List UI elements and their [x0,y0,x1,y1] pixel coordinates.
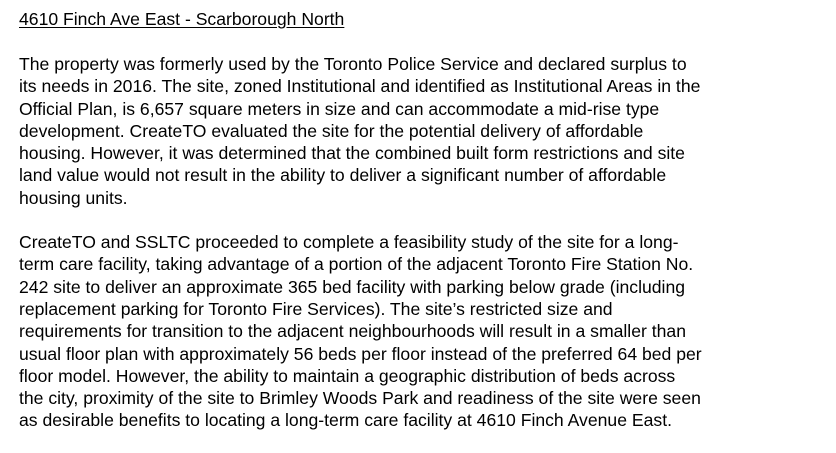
paragraph-1 [19,53,836,209]
paragraph-spacer [19,209,836,231]
paragraph-line: term care facility, taking advantage of a portion of the adjacent Toronto Fire Station No. [19,254,694,275]
paragraph-line: the city, proximity of the site to Brimley Woods Park and readiness of the site were seen [19,388,701,409]
paragraph-line: development. CreateTO evaluated the site for the potential delivery of affordable [19,120,644,141]
paragraph-line: housing units. [19,187,128,208]
paragraph-line: Official Plan, is 6,657 square meters in size and can accommodate a mid-rise type [19,98,660,119]
paragraph-line: its needs in 2016. The site, zoned Institutional and identified as Institutional Areas in the [19,76,701,97]
paragraph-line: as desirable benefits to locating a long-term care facility at 4610 Finch Avenue East. [19,410,672,431]
paragraph-line: housing. However, it was determined that the combined built form restrictions and site [19,143,685,164]
paragraph-line: replacement parking for Toronto Fire Services). The site’s restricted size and [19,298,613,319]
paragraph-line: requirements for transition to the adjacent neighbourhoods will result in a smaller than [19,321,686,342]
paragraph-line: 242 site to deliver an approximate 365 bed facility with parking below grade (including [19,276,686,297]
paragraph-line: The property was formerly used by the Toronto Police Service and declared surplus to [19,54,687,74]
paragraph-2 [19,231,836,432]
paragraph-line: floor model. However, the ability to maintain a geographic distribution of beds across [19,365,676,386]
section-heading: 4610 Finch Ave East - Scarborough North [19,9,345,29]
paragraph-line: CreateTO and SSLTC proceeded to complete a feasibility study of the site for a long- [19,232,679,253]
paragraph-line: usual floor plan with approximately 56 beds per floor instead of the preferred 64 bed per [19,343,702,364]
paragraph-line: land value would not result in the ability to deliver a significant number of affordable [19,165,667,186]
